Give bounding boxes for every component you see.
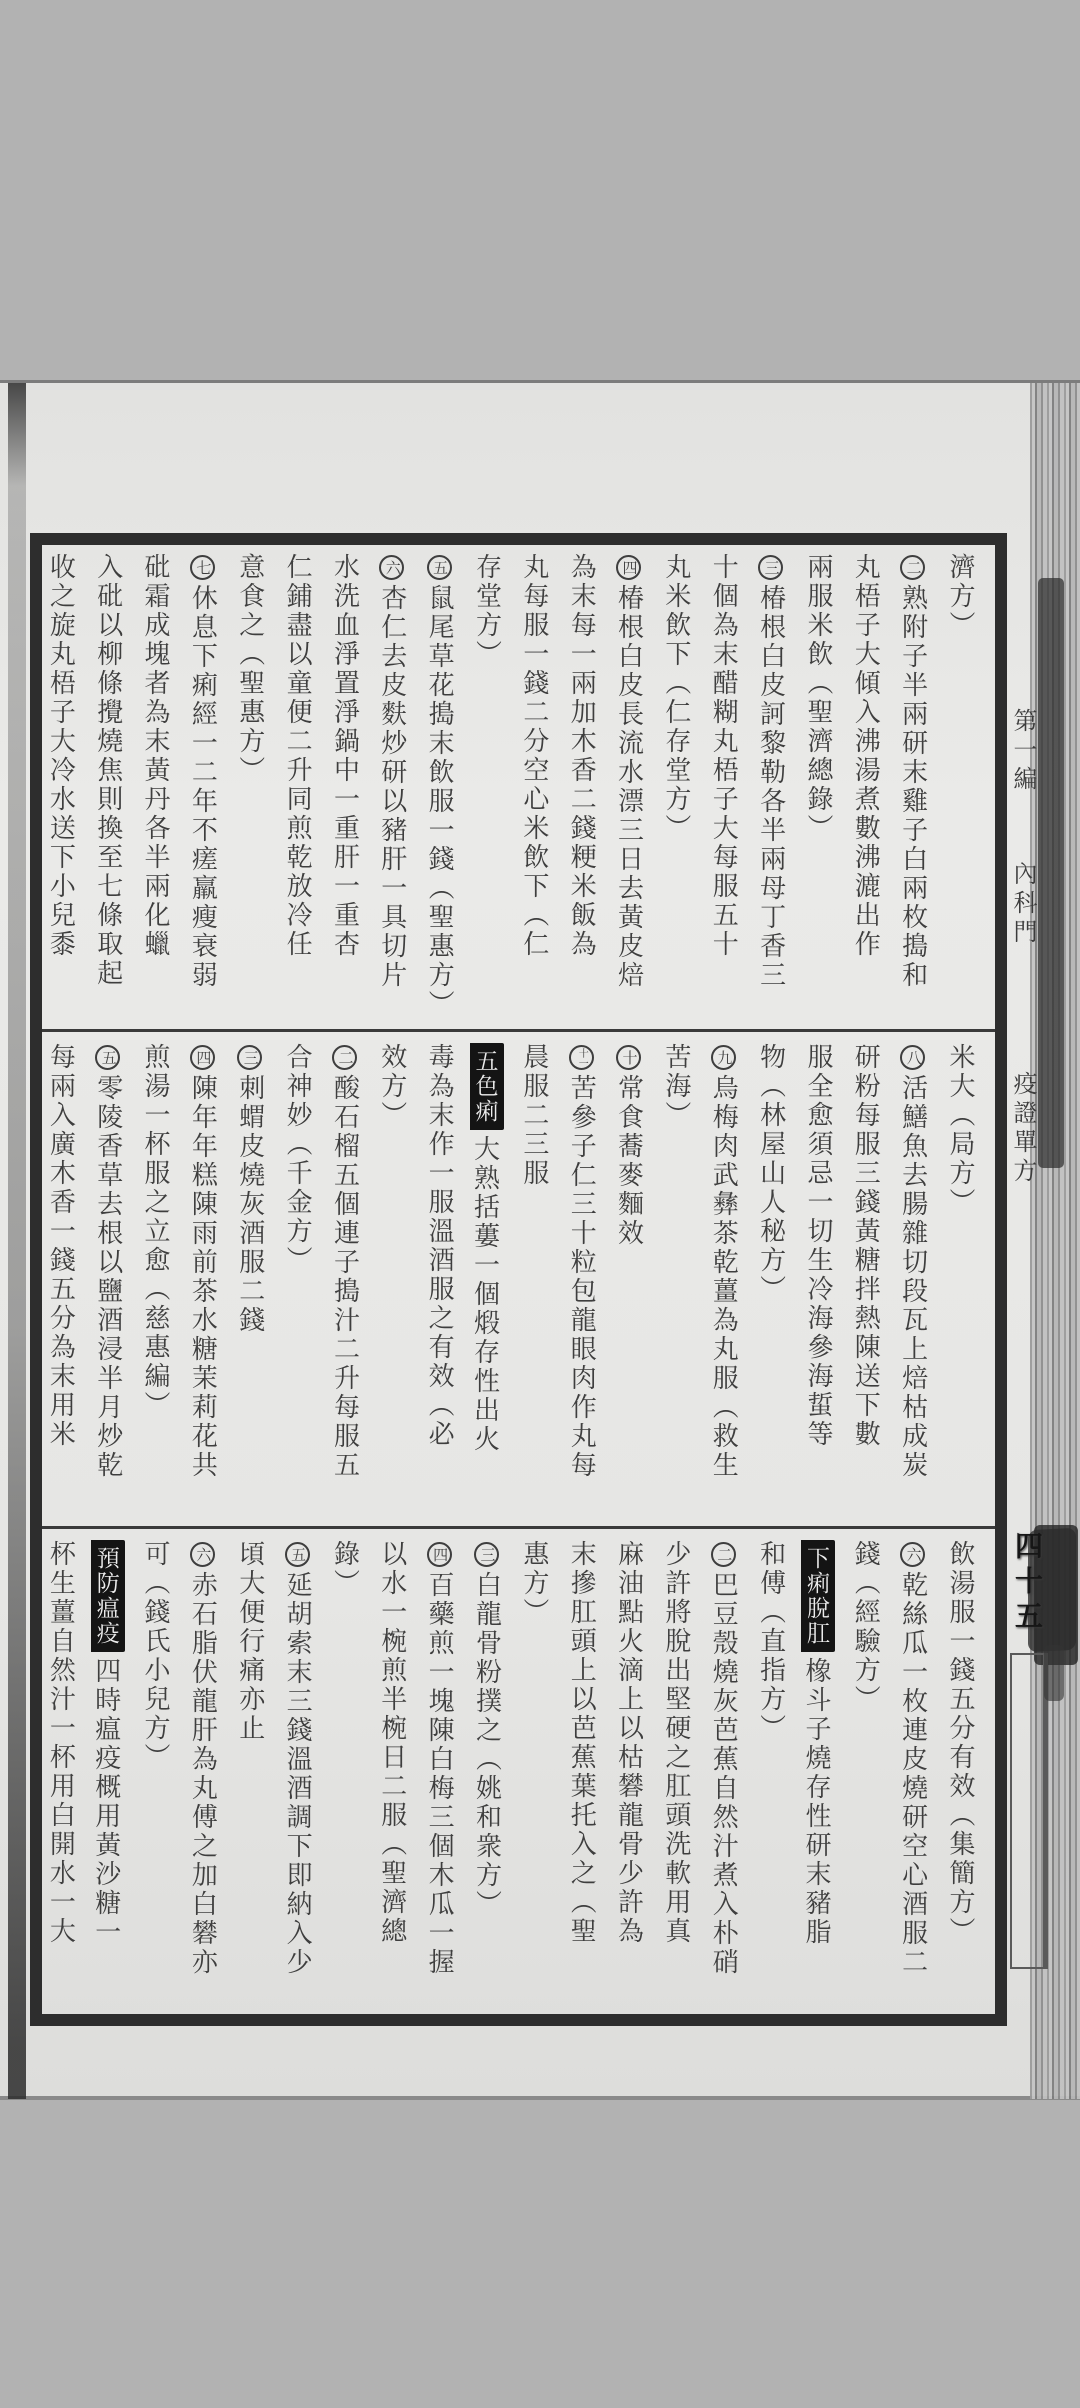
text-column: 五鼠尾草花搗末飲服一錢（聖惠方） xyxy=(422,553,456,1019)
circled-entry-number: 十一 xyxy=(569,1045,594,1070)
text-column: 三白龍骨粉撲之（姚和衆方） xyxy=(470,1540,504,2008)
text-column: 砒霜成塊者為末黃丹各半兩化蠟 xyxy=(141,553,171,959)
circled-entry-number: 六 xyxy=(379,555,404,580)
text-column: 收之旋丸梧子大冷水送下小兒黍 xyxy=(46,553,76,959)
text-column: 預防瘟疫四時瘟疫概用黃沙糖一 xyxy=(91,1540,125,2008)
binding-gutter-shadow xyxy=(8,383,26,2099)
text-column: 六赤石脂伏龍肝為丸傅之加白礬亦 xyxy=(185,1540,219,2008)
text-column: 四百藥煎一塊陳白梅三個木瓜一握 xyxy=(422,1540,456,2008)
circled-entry-number: 六 xyxy=(190,1542,215,1567)
page-paper xyxy=(0,380,1080,2100)
text-column: 八活鱔魚去腸雜切段瓦上焙枯成炭 xyxy=(896,1043,930,1521)
text-column: 每兩入廣木香一錢五分為末用米 xyxy=(46,1043,76,1449)
text-column: 飲湯服一錢五分有效（集簡方） xyxy=(946,1540,975,1946)
circled-entry-number: 五 xyxy=(95,1045,120,1070)
text-column: 意食之（聖惠方） xyxy=(235,553,265,785)
circled-entry-number: 二 xyxy=(332,1045,357,1070)
text-column: 三刺蝟皮燒灰酒服二錢 xyxy=(233,1043,267,1521)
text-column: 仁鋪盡以童便二升同煎乾放冷任 xyxy=(283,553,313,959)
text-column: 水洗血淨置淨鍋中一重肝一重杏 xyxy=(330,553,360,959)
section-header-bar: 五色痢 xyxy=(470,1043,504,1130)
circled-entry-number: 十 xyxy=(616,1045,641,1070)
text-column: 服全愈須忌一切生冷海參海蜇等 xyxy=(803,1043,833,1449)
text-column: 十個為末醋糊丸梧子大每服五十 xyxy=(709,553,739,959)
circled-entry-number: 六 xyxy=(900,1542,925,1567)
text-column: 七休息下痢經一二年不瘥羸瘦衰弱 xyxy=(185,553,219,1019)
circled-entry-number: 四 xyxy=(190,1045,215,1070)
text-column: 杯生薑自然汁一杯用白開水一大 xyxy=(46,1540,76,1946)
text-column: 丸每服一錢二分空心米飲下（仁 xyxy=(519,553,549,959)
text-column: 錄） xyxy=(330,1540,360,1598)
margin-column-lines xyxy=(1010,1653,1048,1969)
text-column: 少許將脫出堅硬之肛頭洗軟用真 xyxy=(661,1540,691,1946)
text-column: 九烏梅肉武彝茶乾薑為丸服（救生 xyxy=(706,1043,740,1521)
text-column: 效方） xyxy=(377,1043,407,1130)
register-separator-line xyxy=(42,1526,995,1529)
text-column: 麻油點火滴上以枯礬龍骨少許為 xyxy=(614,1540,644,1946)
text-column: 二熟附子半兩研末雞子白兩枚搗和 xyxy=(896,553,930,1019)
circled-entry-number: 九 xyxy=(711,1045,736,1070)
text-column: 四椿根白皮長流水漂三日去黃皮焙 xyxy=(612,553,646,1019)
text-column: 合神妙（千金方） xyxy=(283,1043,313,1275)
text-column: 晨服二三服 xyxy=(519,1043,549,1188)
text-column: 頃大便行痛亦止 xyxy=(235,1540,265,1743)
section-header-bar: 下痢脫肛 xyxy=(801,1540,835,1652)
margin-chapter-title: 疫證單方 xyxy=(1009,1071,1035,1187)
register-separator-line xyxy=(42,1029,995,1032)
text-column: 二酸石榴五個連子搗汁二升每服五 xyxy=(327,1043,361,1521)
text-column: 入砒以柳條攪燒焦則換至七條取起 xyxy=(93,553,123,988)
circled-entry-number: 二 xyxy=(900,555,925,580)
text-column: 以水一椀煎半椀日二服（聖濟總 xyxy=(377,1540,407,1946)
text-column: 二巴豆殼燒灰芭蕉自然汁煮入朴硝 xyxy=(706,1540,740,2008)
text-column: 四陳年年糕陳雨前茶水糖茉莉花共 xyxy=(185,1043,219,1521)
text-column: 存堂方） xyxy=(472,553,502,669)
circled-entry-number: 三 xyxy=(237,1045,262,1070)
text-column: 濟方） xyxy=(946,553,975,640)
margin-series-title: 第一編 xyxy=(1009,708,1035,795)
text-column: 兩服米飲（聖濟總錄） xyxy=(803,553,833,843)
text-column: 下痢脫肛橡斗子燒存性研末豬脂 xyxy=(801,1540,835,2008)
circled-entry-number: 二 xyxy=(711,1542,736,1567)
text-column: 六乾絲瓜一枚連皮燒研空心酒服二 xyxy=(896,1540,930,2008)
section-header-bar: 預防瘟疫 xyxy=(91,1540,125,1652)
text-column: 和傅（直指方） xyxy=(756,1540,786,1743)
text-column: 研粉每服三錢黃糖拌熱陳送下數 xyxy=(851,1043,881,1449)
text-column: 三椿根白皮訶黎勒各半兩母丁香三 xyxy=(754,553,788,1019)
text-column: 末摻肛頭上以芭蕉葉托入之（聖 xyxy=(567,1540,597,1946)
circled-entry-number: 五 xyxy=(427,555,452,580)
fore-edge-dark-band xyxy=(1038,578,1064,1168)
margin-section-title: 內科門 xyxy=(1009,861,1035,948)
text-column: 惠方） xyxy=(519,1540,549,1627)
text-column: 物（林屋山人秘方） xyxy=(756,1043,786,1304)
page-number-label: 四十五 xyxy=(1011,1531,1042,1636)
text-column: 十一苦參子仁三十粒包龍眼肉作丸每 xyxy=(564,1043,598,1521)
text-column: 米大（局方） xyxy=(946,1043,975,1217)
text-column: 苦海） xyxy=(661,1043,691,1130)
text-column: 丸梧子大傾入沸湯煮數沸漉出作 xyxy=(851,553,881,959)
circled-entry-number: 四 xyxy=(427,1542,452,1567)
ink-blot xyxy=(1044,1645,1064,1701)
text-column: 錢（經驗方） xyxy=(851,1540,881,1714)
circled-entry-number: 五 xyxy=(285,1542,310,1567)
text-column: 六杏仁去皮麩炒研以豬肝一具切片 xyxy=(375,553,409,1019)
text-column: 丸米飲下（仁存堂方） xyxy=(661,553,691,843)
text-column: 可（錢氏小兒方） xyxy=(141,1540,171,1772)
circled-entry-number: 三 xyxy=(758,555,783,580)
text-column: 煎湯一杯服之立愈（慈惠編） xyxy=(141,1043,171,1420)
text-column: 五延胡索末三錢溫酒調下即納入少 xyxy=(280,1540,314,2008)
circled-entry-number: 七 xyxy=(190,555,215,580)
text-column: 五色痢大熟括蔞一個煅存性出火 xyxy=(470,1043,504,1521)
circled-entry-number: 三 xyxy=(474,1542,499,1567)
circled-entry-number: 四 xyxy=(616,555,641,580)
text-column: 十常食蕎麥麵效 xyxy=(612,1043,646,1521)
text-column: 毒為末作一服溫酒服之有效（必 xyxy=(425,1043,455,1449)
text-column: 五零陵香草去根以鹽酒浸半月炒乾 xyxy=(91,1043,125,1521)
circled-entry-number: 八 xyxy=(900,1045,925,1070)
text-column: 為末每一兩加木香二錢粳米飯為 xyxy=(567,553,597,959)
